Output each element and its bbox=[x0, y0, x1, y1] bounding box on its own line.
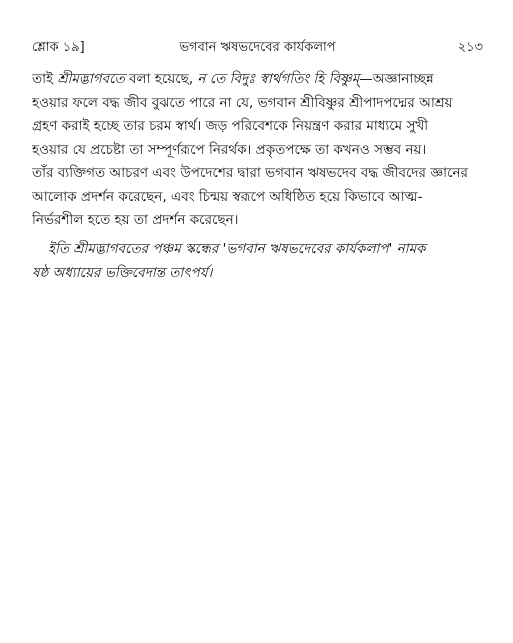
scripture-name: শ্রীমদ্ভাগবতে bbox=[57, 71, 125, 87]
colophon-line: ইতি শ্রীমদ্ভাগবতের পঞ্চম স্কন্ধের 'ভগবান ঋষভদেবের কার্যকলাপ' নামক bbox=[48, 241, 426, 257]
paragraph-line: হওয়ার যে প্রচেষ্টা তা সম্পূর্ণরূপে নিরর্থক। প্রকৃতপক্ষে তা কখনও সম্ভব নয়। bbox=[32, 141, 427, 158]
page-number: ২১৩ bbox=[457, 40, 483, 55]
paragraph-line: নির্ভরশীল হতে হয় তা প্রদর্শন করেছেন। bbox=[32, 212, 239, 228]
running-header bbox=[32, 38, 483, 58]
line-text: বলা হয়েছে, bbox=[124, 71, 198, 87]
sanskrit-quote: ন তে বিদুঃ স্বার্থগতিং হি বিষ্ণুম্ bbox=[197, 71, 360, 87]
paragraph-line: হওয়ার ফলে বদ্ধ জীব বুঝতে পারে না যে, ভগবান শ্রীবিষ্ণুর শ্রীপাদপদ্মের আশ্রয় bbox=[32, 94, 453, 111]
paragraph-line bbox=[32, 68, 479, 92]
line-text: —অজ্ঞানাচ্ছন্ন bbox=[359, 71, 434, 87]
verse-reference: শ্লোক ১৯] bbox=[32, 40, 85, 55]
paragraph-line: গ্রহণ করাই হচ্ছে তার চরম স্বার্থ। জড় পরিবেশকে নিয়ন্ত্রণ করার মাধ্যমে সুখী bbox=[32, 118, 429, 134]
colophon-line: ষষ্ঠ অধ্যায়ের ভক্তিবেদান্ত তাৎপর্য। bbox=[32, 264, 213, 281]
chapter-title: ভগবান ঋষভদেবের কার্যকলাপ bbox=[179, 40, 336, 55]
chapter-colophon bbox=[32, 238, 479, 285]
line-text: তাই bbox=[32, 71, 58, 87]
paragraph-line: তাঁর ব্যক্তিগত আচরণ এবং উপদেশের দ্বারা ভগবান ঋষভদেব বদ্ধ জীবদের জ্ঞানের bbox=[32, 165, 468, 181]
purport-paragraph bbox=[32, 68, 479, 233]
paragraph-line: আলোক প্রদর্শন করেছেন, এবং চিন্ময় স্বরূপে অধিষ্ঠিত হয়ে কিভাবে আত্ম- bbox=[32, 188, 423, 205]
